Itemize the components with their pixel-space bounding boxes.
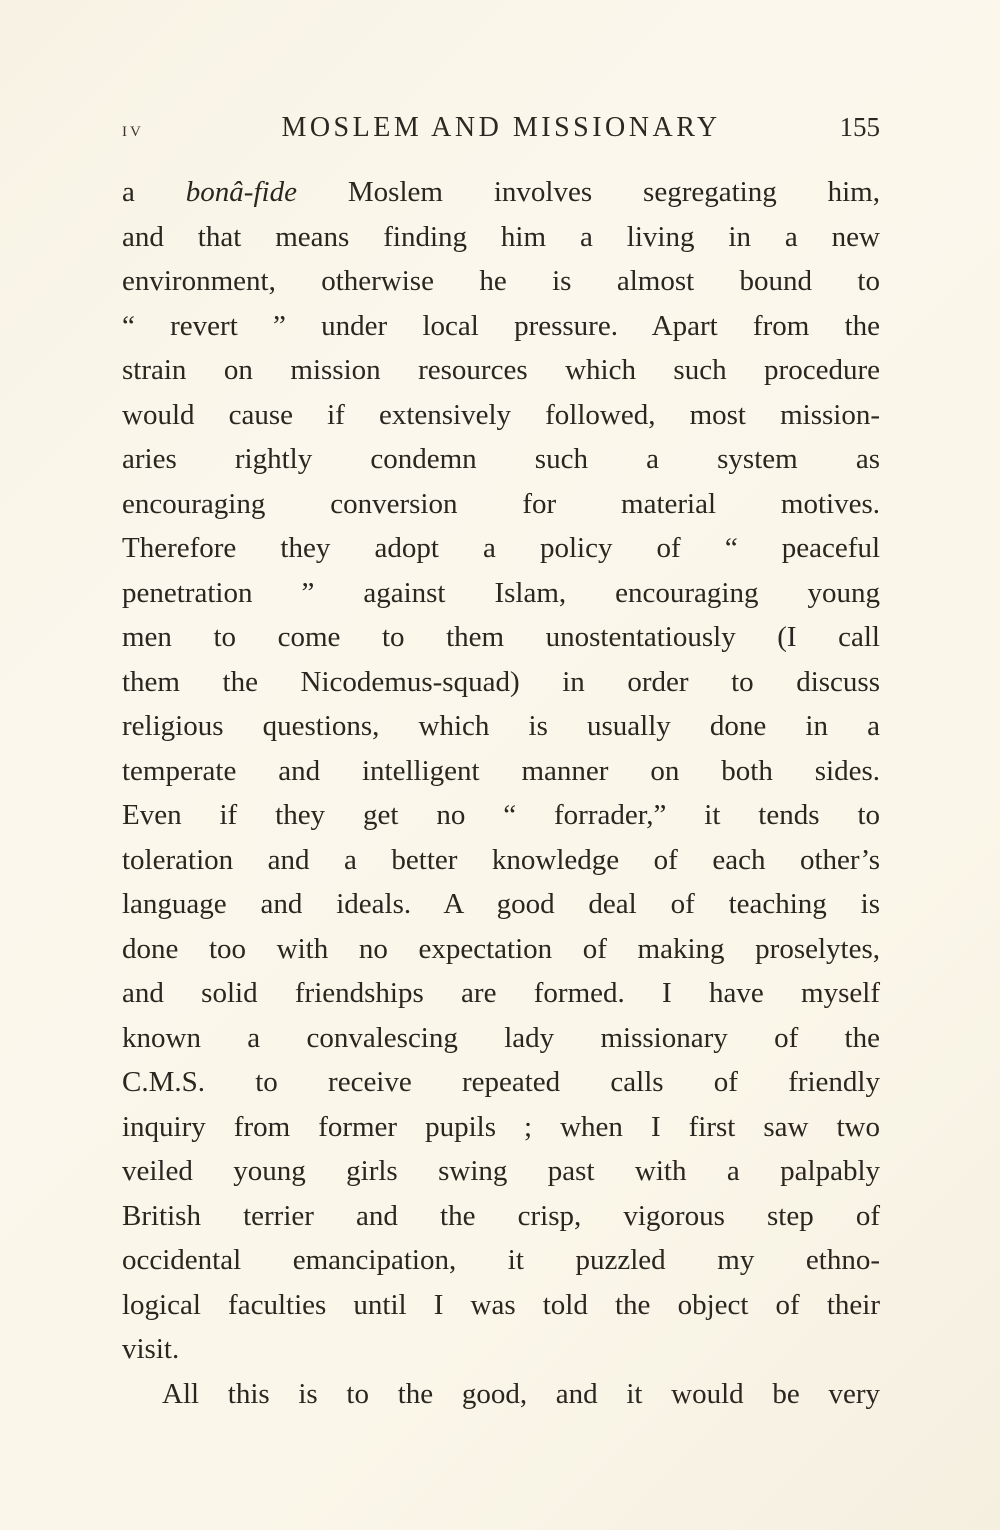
- text-segment: and solid friendships are formed. I have myself: [122, 977, 880, 1009]
- text-line: [122, 615, 880, 660]
- chapter-number: iv: [122, 116, 144, 141]
- text-line: [122, 838, 880, 883]
- page-number: 155: [839, 112, 880, 142]
- running-title: MOSLEM AND MISSIONARY: [281, 112, 721, 143]
- text-segment: and that means finding him a living in a new: [122, 220, 880, 253]
- text-line: [122, 1372, 880, 1417]
- text-segment: Moslem involves segregating him,: [296, 176, 880, 208]
- text-segment: aries rightly condemn such a system as: [122, 443, 880, 475]
- text-segment: occidental emancipation, it puzzled my ethno-: [122, 1244, 880, 1276]
- text-line: [122, 1194, 880, 1239]
- text-segment: encouraging conversion for material motives.: [122, 487, 880, 520]
- text-segment: veiled young girls swing past with a palpably: [122, 1155, 880, 1187]
- text-line: [122, 170, 880, 215]
- text-line: [122, 1283, 880, 1328]
- text-segment: penetration ” against Islam, encouraging young: [122, 576, 880, 609]
- text-line: [122, 882, 880, 927]
- text-segment: Therefore they adopt a policy of “ peaceful: [122, 532, 880, 564]
- text-line: [122, 927, 880, 972]
- text-segment: known a convalescing lady missionary of the: [122, 1021, 880, 1054]
- text-line: [122, 1238, 880, 1283]
- text-line: [122, 1327, 880, 1372]
- text-segment: environment, otherwise he is almost bound to: [122, 265, 880, 297]
- text-line: [122, 259, 880, 304]
- text-line: [122, 482, 880, 527]
- text-segment: C.M.S. to receive repeated calls of friendly: [122, 1066, 880, 1098]
- text-line: [122, 749, 880, 794]
- text-line: [122, 1016, 880, 1061]
- text-line: [122, 304, 880, 349]
- text-segment: Even if they get no “ forrader,” it tends to: [122, 799, 880, 831]
- text-line: [122, 348, 880, 393]
- text-segment: All this is to the good, and it would be very: [162, 1377, 880, 1410]
- text-segment: language and ideals. A good deal of teaching is: [122, 888, 880, 920]
- text-line: [122, 215, 880, 260]
- text-segment: strain on mission resources which such procedure: [122, 354, 880, 386]
- text-line: [122, 393, 880, 438]
- text-segment: visit.: [122, 1333, 180, 1365]
- text-segment: done too with no expectation of making proselytes,: [122, 932, 880, 965]
- text-line: [122, 1149, 880, 1194]
- text-segment: would cause if extensively followed, most mission-: [122, 398, 880, 431]
- text-segment: men to come to them unostentatiously (I call: [122, 621, 880, 653]
- page-header: [122, 112, 880, 144]
- text-line: [122, 437, 880, 482]
- text-line: [122, 526, 880, 571]
- text-segment: them the Nicodemus-squad) in order to discuss: [122, 665, 880, 698]
- text-line: [122, 1060, 880, 1105]
- text-segment: temperate and intelligent manner on both sides.: [122, 754, 880, 787]
- text-segment: logical faculties until I was told the object of their: [122, 1288, 880, 1321]
- text-line: [122, 571, 880, 616]
- text-segment: “ revert ” under local pressure. Apart from the: [122, 309, 880, 342]
- text-line: [122, 971, 880, 1016]
- text-segment: a: [122, 176, 186, 208]
- page-body: [122, 170, 880, 1416]
- text-line: [122, 793, 880, 838]
- text-line: [122, 1105, 880, 1150]
- text-segment: toleration and a better knowledge of each other’s: [122, 843, 880, 876]
- text-line: [122, 660, 880, 705]
- text-line: [122, 704, 880, 749]
- italic-text: bonâ-fide: [185, 176, 297, 208]
- text-segment: inquiry from former pupils ; when I first saw two: [122, 1110, 880, 1143]
- text-segment: British terrier and the crisp, vigorous step of: [122, 1199, 880, 1232]
- text-segment: religious questions, which is usually done in a: [122, 710, 880, 742]
